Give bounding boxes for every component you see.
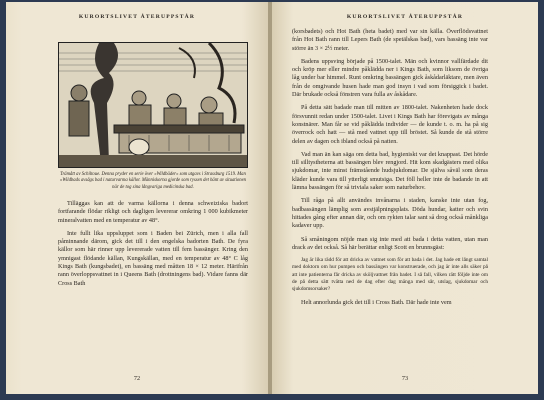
woodcut-illustration <box>58 42 248 168</box>
left-page <box>6 2 268 394</box>
paragraph: Inte fullt lika uppsluppet som i Baden bei Zürich, men i alla fall påminnande därom, gick det till i den engelska badorten Bath. De fyra källor som här rinner upp levererade vatten till fem bassänger. Kring den ymnigast flödande källan, Kungskällan, med en temperatur av 48° C låg Kings Bath (kungsbadet), en bassäng med måtten 18 × 12 meter. Härifrån rann överloppsvattnet in i Queens Bath (drottningens bad). Vidare fanns där Cross Bath <box>58 229 248 287</box>
paragraph: På detta sätt badade man till mitten av 1800-talet. Nakenheten hade dock försvunnit redan under 1500-talet. Livet i Kings Bath har förevigats av många konstnärer. Man får se vid påklädda individer — de kunde t. o. m. ha på sig överrock och hatt — stå med vattnet upp till bröstet. Så kunde de stå större delen av dagen och ibland också på natten. <box>292 104 488 145</box>
right-body-text <box>292 28 488 312</box>
paragraph: Helt annorlunda gick det till i Cross Bath. Där hade inte vem <box>301 298 452 306</box>
paragraph: Vad man än kan säga om detta bad, hygieniskt var det knappast. Det hörde till silltystheterna att bassängen blev rengjord. Hit kom skadgästers med olika sjukdomar, inte minst främstående hudsjukdomar. De själva såväl som deras kläder kunde vara till ytterligt smutsiga. Det föll heller inte de badande in att lämna bassängen för så triviala saker som naturbehov. <box>292 150 488 192</box>
book-spread <box>6 2 538 396</box>
running-header-left: KURORTSLIVET ÅTERUPPSTÅR <box>78 14 196 20</box>
running-header-right: KURORTSLIVET ÅTERUPPSTÅR <box>346 14 464 20</box>
paragraph: Tilläggas kan att de varma källorna i denna schweiziska badort fortfarande flödar rikligt och dagligen levererar omkring 1 000 kubikmeter mineralvatten med en temperatur av 48°. <box>58 200 248 224</box>
paragraph: (korsbadets) och Hot Bath (heta badet) med var sin källa. Överflödsvattnet från Hot Bath rann till Lepers Bath (de spetälskas bad), vars bassäng inte var större än 3 × 2½ meter. <box>292 28 488 52</box>
paragraph: Så småningom nöjde man sig inte med att bada i detta vatten, utan man drack av det också. Så här berättar enligt Scott en brunnsgäst: <box>292 235 488 251</box>
block-quote: Jag är lika rädd för att dricka av vattnet som för att bada i det. Jag hade ett långt samtal med doktorn om hur pumpen och bassängen var konstruerade, och jag är inte alls säker på att inte patienterna får dricka av sköljvattnet från badet. I så fall, vilken rätt följde inte om de på detta sätt tvätta ned de dag efter dag mänga med sår, utslag, sjukdomar och sjukdomsorsaker? <box>292 257 488 293</box>
paragraph: Badens uppsving började på 1500-talet. Män och kvinnor vallfärdade dit och kröp mer eller mindre påklädda ner i Kings Bath, som liksom de övriga låg under bar himmel. Runt omkring bassängen gick åskådarläktare, men även från de omgivande husen hade man god insyn i vad som försiggick i badet. Där brukade också fönstren vara fulla av åskådare. <box>292 57 488 99</box>
page-number-right: 73 <box>401 375 409 382</box>
paragraph: Till råga på allt användes invånarna i staden, kanske inte utan fog, badbassängen lämplig som avstjälpningsplats. Döda hundar, katter och svin hittades gång efter annan där, och om rykten talar sant så drog också månkliga kadaver upp. <box>292 197 488 230</box>
page-number-left: 72 <box>133 375 141 382</box>
left-body-text <box>58 200 248 293</box>
figure-caption: Trämått av Schiltoue. Denna pryder en serie över »Wildbäder» som utgavs i Strassburg 1519. Man »Wildbads avsågs bad i naturvarma källor. Människorna gjorde som ryssen det hänt av situationen när de tog sina långvariga medicinska bad. <box>59 172 247 190</box>
right-page <box>272 2 538 394</box>
